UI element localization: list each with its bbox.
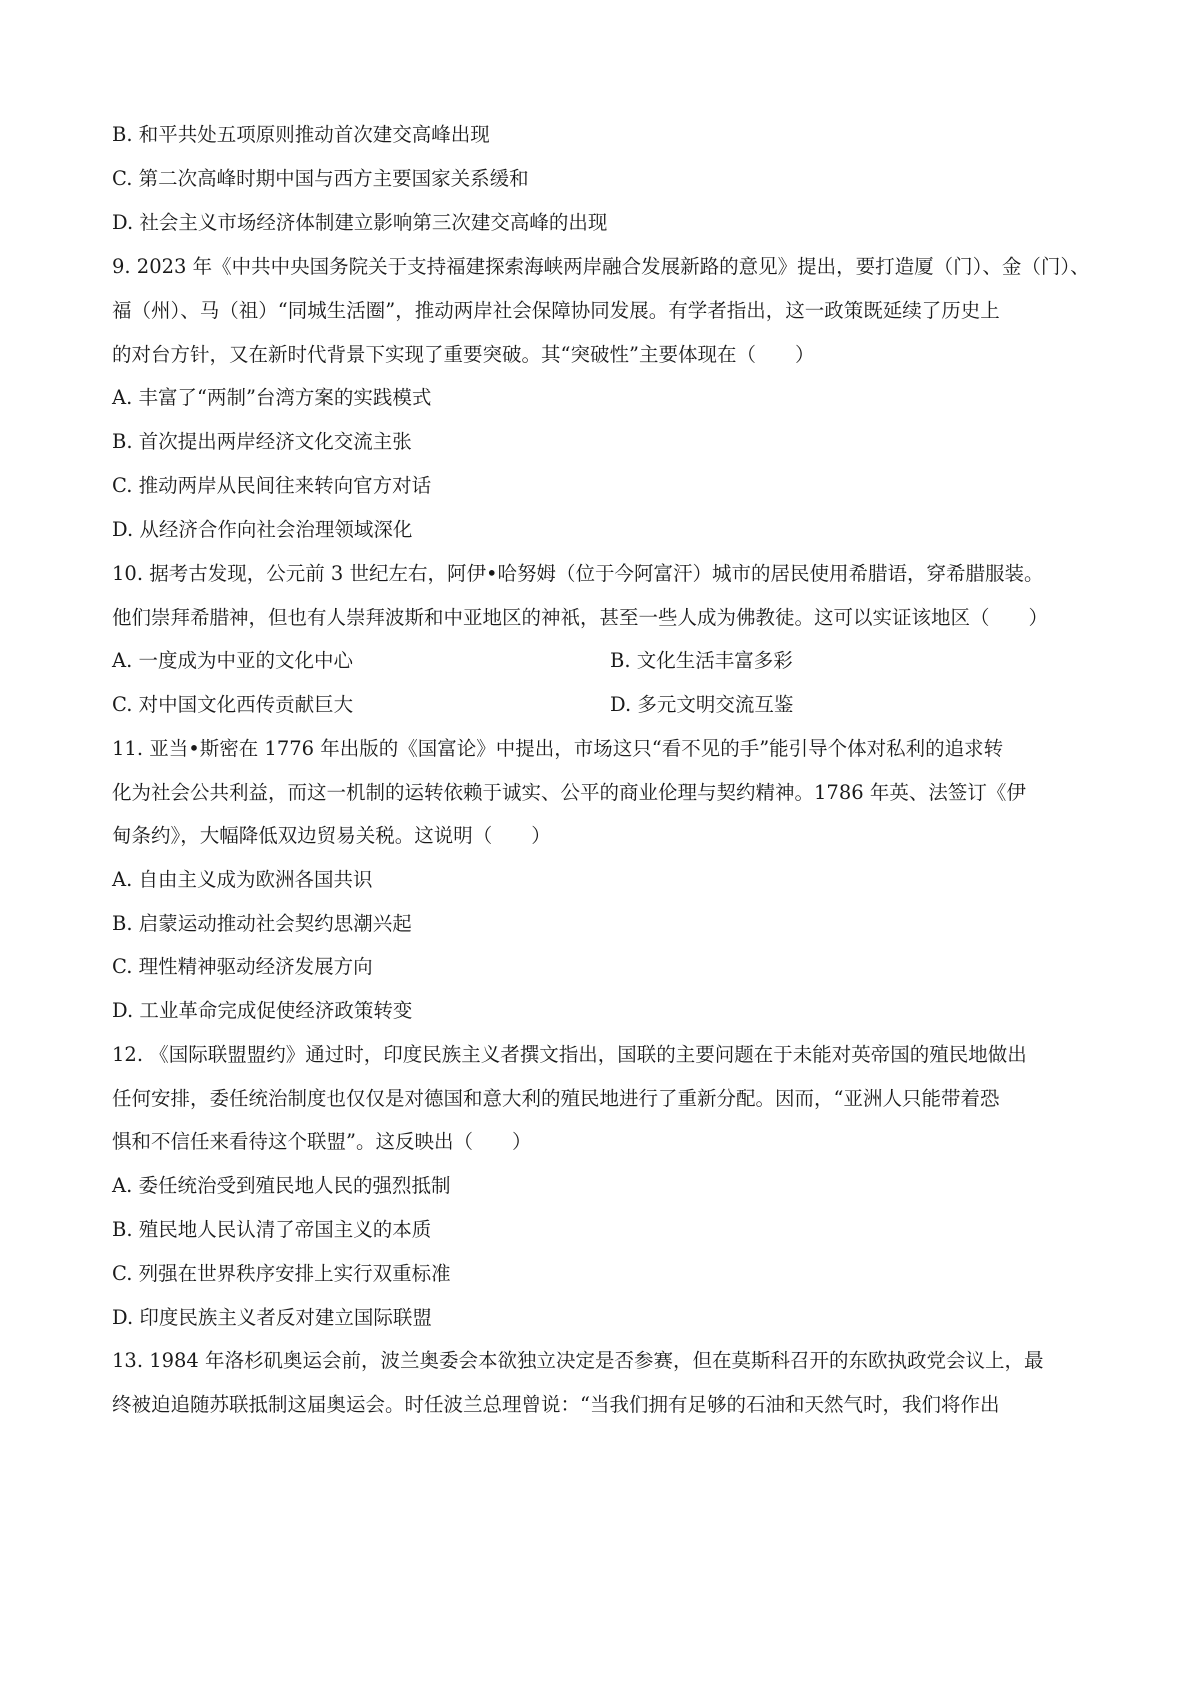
q8-option-d: D. 社会主义市场经济体制建立影响第三次建交高峰的出现	[112, 211, 608, 234]
q9-option-a: A. 丰富了“两制”台湾方案的实践模式	[112, 386, 432, 409]
q11-stem-line-2: 化为社会公共利益，而这一机制的运转依赖于诚实、公平的商业伦理与契约精神。1786 年英、法签订《伊	[112, 781, 1026, 804]
q13-stem-line-1: 13. 1984 年洛杉矶奥运会前，波兰奥委会本欲独立决定是否参赛，但在莫斯科召开的东欧执政党会议上，最	[112, 1349, 1044, 1372]
q10-options-row-2	[112, 691, 1102, 719]
q10-option-a: A. 一度成为中亚的文化中心	[112, 649, 353, 672]
q10-stem-line-1: 10. 据考古发现，公元前 3 世纪左右，阿伊•哈努姆（位于今阿富汗）城市的居民使用希腊语，穿希腊服装。	[112, 562, 1044, 585]
q11-option-c: C. 理性精神驱动经济发展方向	[112, 955, 373, 978]
q12-stem-line-1: 12. 《国际联盟盟约》通过时，印度民族主义者撰文指出，国联的主要问题在于未能对英帝国的殖民地做出	[112, 1043, 1027, 1066]
q10-options-row-1	[112, 647, 1102, 675]
q11-option-d: D. 工业革命完成促使经济政策转变	[112, 999, 413, 1022]
q9-option-d: D. 从经济合作向社会治理领域深化	[112, 518, 413, 541]
q10-option-b: B. 文化生活丰富多彩	[610, 649, 793, 672]
q10-option-c: C. 对中国文化西传贡献巨大	[112, 693, 354, 716]
q12-stem-line-3: 惧和不信任来看待这个联盟”。这反映出（ ）	[112, 1130, 532, 1153]
q12-option-c: C. 列强在世界秩序安排上实行双重标准	[112, 1262, 451, 1285]
q11-option-a: A. 自由主义成为欧洲各国共识	[112, 868, 373, 891]
q13-stem-line-2: 终被迫追随苏联抵制这届奥运会。时任波兰总理曾说：“当我们拥有足够的石油和天然气时，我们将作出	[112, 1393, 1000, 1416]
q12-option-a: A. 委任统治受到殖民地人民的强烈抵制	[112, 1174, 451, 1197]
q11-stem-line-3: 甸条约》，大幅降低双边贸易关税。这说明（ ）	[112, 824, 551, 847]
q9-option-b: B. 首次提出两岸经济文化交流主张	[112, 430, 412, 453]
q11-option-b: B. 启蒙运动推动社会契约思潮兴起	[112, 912, 412, 935]
q9-stem-line-1: 9. 2023 年《中共中央国务院关于支持福建探索海峡两岸融合发展新路的意见》提出，要打造厦（门）、金（门）、	[112, 255, 1090, 278]
q10-stem-line-2: 他们崇拜希腊神，但也有人崇拜波斯和中亚地区的神祇，甚至一些人成为佛教徒。这可以实证该地区（ ）	[112, 606, 1049, 629]
q12-option-b: B. 殖民地人民认清了帝国主义的本质	[112, 1218, 432, 1241]
q12-option-d: D. 印度民族主义者反对建立国际联盟	[112, 1306, 432, 1329]
q10-option-d: D. 多元文明交流互鉴	[610, 693, 794, 716]
q9-option-c: C. 推动两岸从民间往来转向官方对话	[112, 474, 432, 497]
q9-stem-line-2: 福（州）、马（祖）“同城生活圈”，推动两岸社会保障协同发展。有学者指出，这一政策既延续了历史上	[112, 299, 1000, 322]
q11-stem-line-1: 11. 亚当•斯密在 1776 年出版的《国富论》中提出，市场这只“看不见的手”能引导个体对私利的追求转	[112, 737, 1004, 760]
q8-option-b: B. 和平共处五项原则推动首次建交高峰出现	[112, 123, 490, 146]
q8-option-c: C. 第二次高峰时期中国与西方主要国家关系缓和	[112, 167, 529, 190]
q9-stem-line-3: 的对台方针，又在新时代背景下实现了重要突破。其“突破性”主要体现在（ ）	[112, 343, 815, 366]
q12-stem-line-2: 任何安排，委任统治制度也仅仅是对德国和意大利的殖民地进行了重新分配。因而，“亚洲人只能带着恐	[112, 1087, 1000, 1110]
